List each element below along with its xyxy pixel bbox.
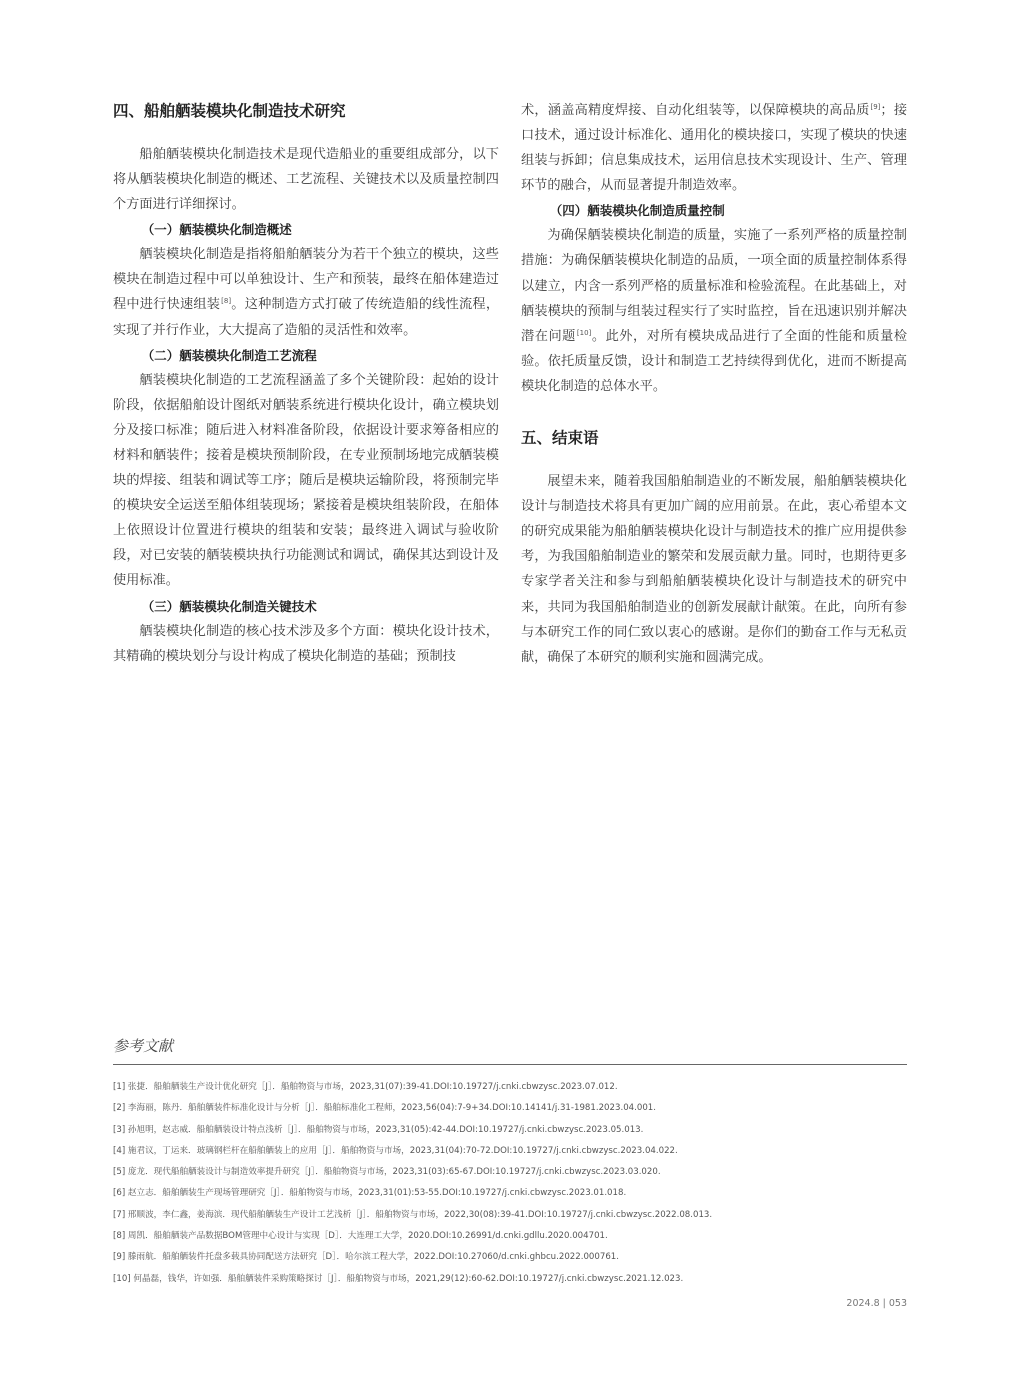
reference-item: [5] 庞龙．现代船舶舾装设计与制造效率提升研究［J］．船舶物资与市场，2023,31(03):65-67.DOI:10.19727/j.cnki.cbwzysc.2023.03.020. xyxy=(113,1167,661,1178)
section-four-heading: 四、船舶舾装模块化制造技术研究 xyxy=(113,102,346,120)
continued-text-a: 术，涵盖高精度焊接、自动化组装等，以保障模块的高品质 xyxy=(521,103,870,118)
subsection-one-text-b: 。这种制造方式打破了传统造船的线性流程，实现了并行作业，大大提高了造船的灵活性和效率。 xyxy=(113,297,500,338)
reference-item: [8] 周凯．船舶舾装产品数据BOM管理中心设计与实现［D］．大连理工大学，2020.DOI:10.26991/d.cnki.gdllu.2020.004701. xyxy=(113,1231,608,1242)
reference-item: [2] 李海丽，陈丹．船舶舾装件标准化设计与分析［J］．船舶标准化工程师，2023,56(04):7-9+34.DOI:10.14141/j.31-1981.2023.04.001. xyxy=(113,1103,656,1114)
reference-item: [6] 赵立志．船舶舾装生产现场管理研究［J］．船舶物资与市场，2023,31(01):53-55.DOI:10.19727/j.cnki.cbwzysc.2023.01.018. xyxy=(113,1188,627,1199)
citation-9: [9] xyxy=(870,103,881,111)
continued-text-b: ；接口技术，通过设计标准化、通用化的模块接口，实现了模块的快速组装与拆卸；信息集成技术，运用信息技术实现设计、生产、管理环节的融合，从而显著提升制造效率。 xyxy=(521,103,908,194)
subsection-four-paragraph xyxy=(521,223,907,399)
references-title: 参考文献 xyxy=(113,1037,174,1055)
subsection-three-continued xyxy=(521,98,907,198)
subsection-two-title: （二）舾装模块化制造工艺流程 xyxy=(141,347,317,363)
reference-item: [4] 施君议，丁运来．玻璃钢栏杆在船舶舾装上的应用［J］．船舶物资与市场，2023,31(04):70-72.DOI:10.19727/j.cnki.cbwzysc.2023.04.022. xyxy=(113,1145,678,1156)
subsection-two-paragraph: 舾装模块化制造的工艺流程涵盖了多个关键阶段：起始的设计阶段，依据船舶设计图纸对舾装系统进行模块化设计，确立模块划分及接口标准；随后进入材料准备阶段，依据设计要求筹备相应的材料和舾装件；接着是模块预制阶段，在专业预制场地完成舾装模块的焊接、组装和调试等工序；随后是模块运输阶段，将预制完毕的模块安全运送至船体组装现场；紧接着是模块组装阶段，在船体上依照设计位置进行模块的组装和安装；最终进入调试与验收阶段，对已安装的舾装模块执行功能测试和调试，确保其达到设计及使用标准。 xyxy=(113,372,499,589)
reference-item: [7] 邢顺波，李仁鑫，姜海滨．现代船舶舾装生产设计工艺浅析［J］．船舶物资与市场，2022,30(08):39-41.DOI:10.19727/j.cnki.cbwzysc.2022.08.013. xyxy=(113,1209,713,1220)
right-column xyxy=(521,98,907,670)
subsection-one-paragraph xyxy=(113,242,499,342)
subsection-three-paragraph: 舾装模块化制造的核心技术涉及多个方面：模块化设计技术，其精确的模块划分与设计构成了模块化制造的基础；预制技 xyxy=(113,623,499,664)
subsection-one-title: （一）舾装模块化制造概述 xyxy=(141,222,292,238)
references-section xyxy=(113,1035,907,1290)
subsection-one-text-a: 舾装模块化制造是指将船舶舾装分为若干个独立的模块，这些模块在制造过程中可以单独设计、生产和预装，最终在船体建造过程中进行快速组装 xyxy=(113,247,499,313)
references-list xyxy=(113,1077,907,1290)
reference-item: [9] 滕雨航．船舶舾装件托盘多载具协同配送方法研究［D］．哈尔滨工程大学，2022.DOI:10.27060/d.cnki.ghbcu.2022.000761. xyxy=(113,1252,619,1263)
issue-label: 2024.8 xyxy=(846,1298,880,1309)
footer-separator: | xyxy=(882,1298,886,1309)
citation-8: [8] xyxy=(221,297,232,306)
section-four-intro: 船舶舾装模块化制造技术是现代造船业的重要组成部分，以下将从舾装模块化制造的概述、工艺流程、关键技术以及质量控制四个方面进行详细探讨。 xyxy=(113,147,499,213)
left-column xyxy=(113,98,499,669)
page-footer xyxy=(846,1298,907,1309)
reference-item: [1] 张捷．船舶舾装生产设计优化研究［J］．船舶物资与市场，2023,31(07):39-41.DOI:10.19727/j.cnki.cbwzysc.2023.07.012. xyxy=(113,1082,618,1092)
subsection-four-text-b: 。此外，对所有模块成品进行了全面的性能和质量检验。依托质量反馈，设计和制造工艺持续得到优化，进而不断提高模块化制造的总体水平。 xyxy=(521,328,908,394)
reference-item: [10] 何晶磊，钱华，许如强．船舶舾装件采购策略探讨［J］．船舶物资与市场，2021,29(12):60-62.DOI:10.19727/j.cnki.cbwzysc.2021.12.023. xyxy=(113,1273,684,1284)
section-five-heading: 五、结束语 xyxy=(521,429,599,448)
subsection-four-title: （四）舾装模块化制造质量控制 xyxy=(549,203,725,219)
subsection-three-title: （三）舾装模块化制造关键技术 xyxy=(141,598,317,614)
citation-10: [10] xyxy=(576,328,592,337)
references-divider xyxy=(113,1064,907,1065)
conclusion-paragraph: 展望未来，随着我国船舶制造业的不断发展，船舶舾装模块化设计与制造技术将具有更加广阔的应用前景。在此，衷心希望本文的研究成果能为船舶舾装模块化设计与制造技术的推广应用提供参考，为我国船舶制造业的繁荣和发展贡献力量。同时，也期待更多专家学者关注和参与到船舶舾装模块化设计与制造技术的研究中来，共同为我国船舶制造业的创新发展献计献策。在此，向所有参与本研究工作的同仁致以衷心的感谢。是你们的勤奋工作与无私贡献，确保了本研究的顺利实施和圆满完成。 xyxy=(521,474,907,665)
subsection-four-text-a: 为确保舾装模块化制造的质量，实施了一系列严格的质量控制措施：为确保舾装模块化制造的品质，一项全面的质量控制体系得以建立，内含一系列严格的质量标准和检验流程。在此基础上，对舾装模块的预制与组装过程实行了实时监控，旨在迅速识别并解决潜在问题 xyxy=(521,228,907,344)
reference-item: [3] 孙旭明，赵志威．船舶舾装设计特点浅析［J］．船舶物资与市场，2023,31(05):42-44.DOI:10.19727/j.cnki.cbwzysc.2023.05.013. xyxy=(113,1124,644,1135)
page-number: 053 xyxy=(888,1298,907,1309)
